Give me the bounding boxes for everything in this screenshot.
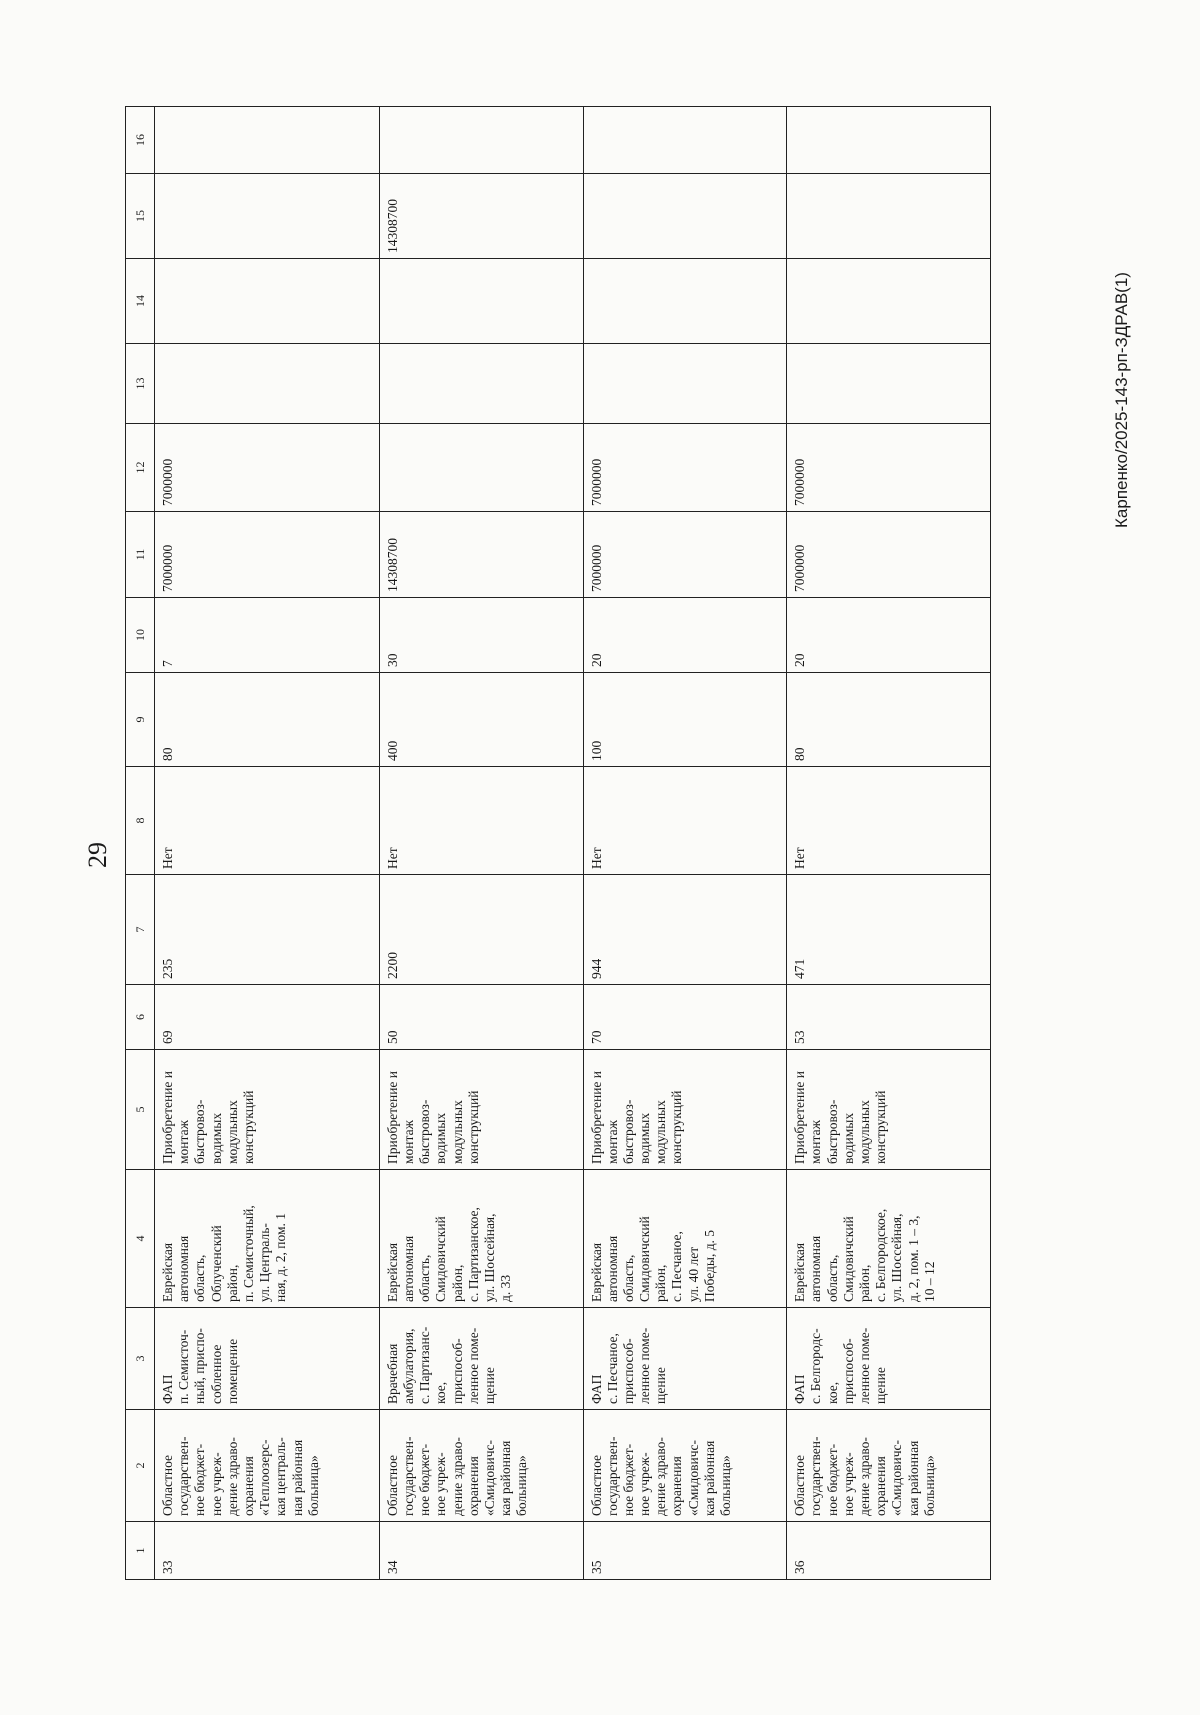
facility-type: ФАП с. Белгородс- кое, приспособ- ленное поме- щение: [787, 1308, 991, 1410]
page-number: 29: [83, 842, 112, 868]
cell-col-6: 53: [787, 985, 991, 1050]
cell-col-8: Нет: [583, 767, 787, 875]
cell-col-12: 7000000: [583, 424, 787, 512]
cell-col-16: [787, 107, 991, 174]
facility-type: ФАП п. Семисточ- ный, приспо- собленное помещение: [155, 1308, 380, 1410]
column-header-6: 6: [126, 985, 155, 1050]
column-header-13: 13: [126, 344, 155, 424]
cell-col-12: [379, 424, 583, 512]
cell-col-6: 69: [155, 985, 380, 1050]
facilities-table: [125, 106, 991, 1580]
row-number: 36: [787, 1522, 991, 1580]
column-header-14: 14: [126, 259, 155, 344]
cell-col-8: Нет: [155, 767, 380, 875]
cell-col-8: Нет: [787, 767, 991, 875]
work-type: Приобретение и монтаж быстровоз- водимых модульных конструкций: [155, 1050, 380, 1170]
cell-col-16: [155, 107, 380, 174]
cell-col-15: [787, 174, 991, 259]
table-row: [787, 107, 991, 1580]
cell-col-14: [155, 259, 380, 344]
facility-type: ФАП с. Песчаное, приспособ- ленное поме- щение: [583, 1308, 787, 1410]
column-header-4: 4: [126, 1170, 155, 1308]
institution-name: Областное государствен- ное бюджет- ное учреж- дение здраво- охранения «Теплоозерс- кая централь- ная районная больница»: [155, 1410, 380, 1522]
column-header-11: 11: [126, 512, 155, 598]
facility-address: Еврейская автономная область, Смидовичский район, с. Партизанское, ул. Шоссейная, д. 33: [379, 1170, 583, 1308]
work-type: Приобретение и монтаж быстровоз- водимых модульных конструкций: [787, 1050, 991, 1170]
cell-col-16: [583, 107, 787, 174]
facility-address: Еврейская автономная область, Смидовичский район, с. Белгородское, ул. Шоссейная, д. 2, пом. 1 – 3, 10 – 12: [787, 1170, 991, 1308]
column-header-16: 16: [126, 107, 155, 174]
table-row: [379, 107, 583, 1580]
cell-col-16: [379, 107, 583, 174]
column-header-3: 3: [126, 1308, 155, 1410]
cell-col-14: [583, 259, 787, 344]
column-header-10: 10: [126, 598, 155, 673]
cell-col-7: 471: [787, 875, 991, 985]
cell-col-15: [155, 174, 380, 259]
cell-col-8: Нет: [379, 767, 583, 875]
facility-address: Еврейская автономная область, Смидовичский район, с. Песчаное, ул. 40 лет Победы, д. 5: [583, 1170, 787, 1308]
cell-col-12: 7000000: [787, 424, 991, 512]
cell-col-10: 7: [155, 598, 380, 673]
cell-col-14: [787, 259, 991, 344]
cell-col-7: 2200: [379, 875, 583, 985]
work-type: Приобретение и монтаж быстровоз- водимых модульных конструкций: [583, 1050, 787, 1170]
institution-name: Областное государствен- ное бюджет- ное учреж- дение здраво- охранения «Смидовичс- кая районная больница»: [379, 1410, 583, 1522]
column-header-12: 12: [126, 424, 155, 512]
cell-col-11: 14308700: [379, 512, 583, 598]
cell-col-12: 7000000: [155, 424, 380, 512]
cell-col-7: 235: [155, 875, 380, 985]
cell-col-13: [583, 344, 787, 424]
cell-col-14: [379, 259, 583, 344]
row-number: 34: [379, 1522, 583, 1580]
cell-col-13: [787, 344, 991, 424]
work-type: Приобретение и монтаж быстровоз- водимых модульных конструкций: [379, 1050, 583, 1170]
cell-col-11: 7000000: [583, 512, 787, 598]
cell-col-13: [155, 344, 380, 424]
institution-name: Областное государствен- ное бюджет- ное учреж- дение здраво- охранения «Смидовичс- кая районная больница»: [787, 1410, 991, 1522]
cell-col-10: 20: [787, 598, 991, 673]
facility-type: Врачебная амбулатория, с. Партизанс- кое, приспособ- ленное поме- щение: [379, 1308, 583, 1410]
row-number: 33: [155, 1522, 380, 1580]
column-number-row: [126, 107, 155, 1580]
column-header-5: 5: [126, 1050, 155, 1170]
table-row: [155, 107, 380, 1580]
row-number: 35: [583, 1522, 787, 1580]
cell-col-15: [583, 174, 787, 259]
cell-col-6: 50: [379, 985, 583, 1050]
table-wrapper: [125, 107, 991, 1580]
cell-col-7: 944: [583, 875, 787, 985]
column-header-9: 9: [126, 673, 155, 767]
cell-col-10: 20: [583, 598, 787, 673]
rotated-table-frame: [125, 107, 991, 1580]
column-header-7: 7: [126, 875, 155, 985]
cell-col-9: 400: [379, 673, 583, 767]
column-header-2: 2: [126, 1410, 155, 1522]
cell-col-9: 80: [155, 673, 380, 767]
cell-col-9: 80: [787, 673, 991, 767]
column-header-15: 15: [126, 174, 155, 259]
cell-col-6: 70: [583, 985, 787, 1050]
column-header-1: 1: [126, 1522, 155, 1580]
column-header-8: 8: [126, 767, 155, 875]
document-code: Карпенко/2025-143-рп-ЗДРАВ(1): [1112, 272, 1131, 528]
cell-col-13: [379, 344, 583, 424]
table-row: [583, 107, 787, 1580]
cell-col-11: 7000000: [155, 512, 380, 598]
institution-name: Областное государствен- ное бюджет- ное учреж- дение здраво- охранения «Смидовичс- кая районная больница»: [583, 1410, 787, 1522]
cell-col-9: 100: [583, 673, 787, 767]
cell-col-15: 14308700: [379, 174, 583, 259]
cell-col-10: 30: [379, 598, 583, 673]
cell-col-11: 7000000: [787, 512, 991, 598]
facility-address: Еврейская автономная область, Облученский район, п. Семисточный, ул. Централь- ная, д. 2, пом. 1: [155, 1170, 380, 1308]
